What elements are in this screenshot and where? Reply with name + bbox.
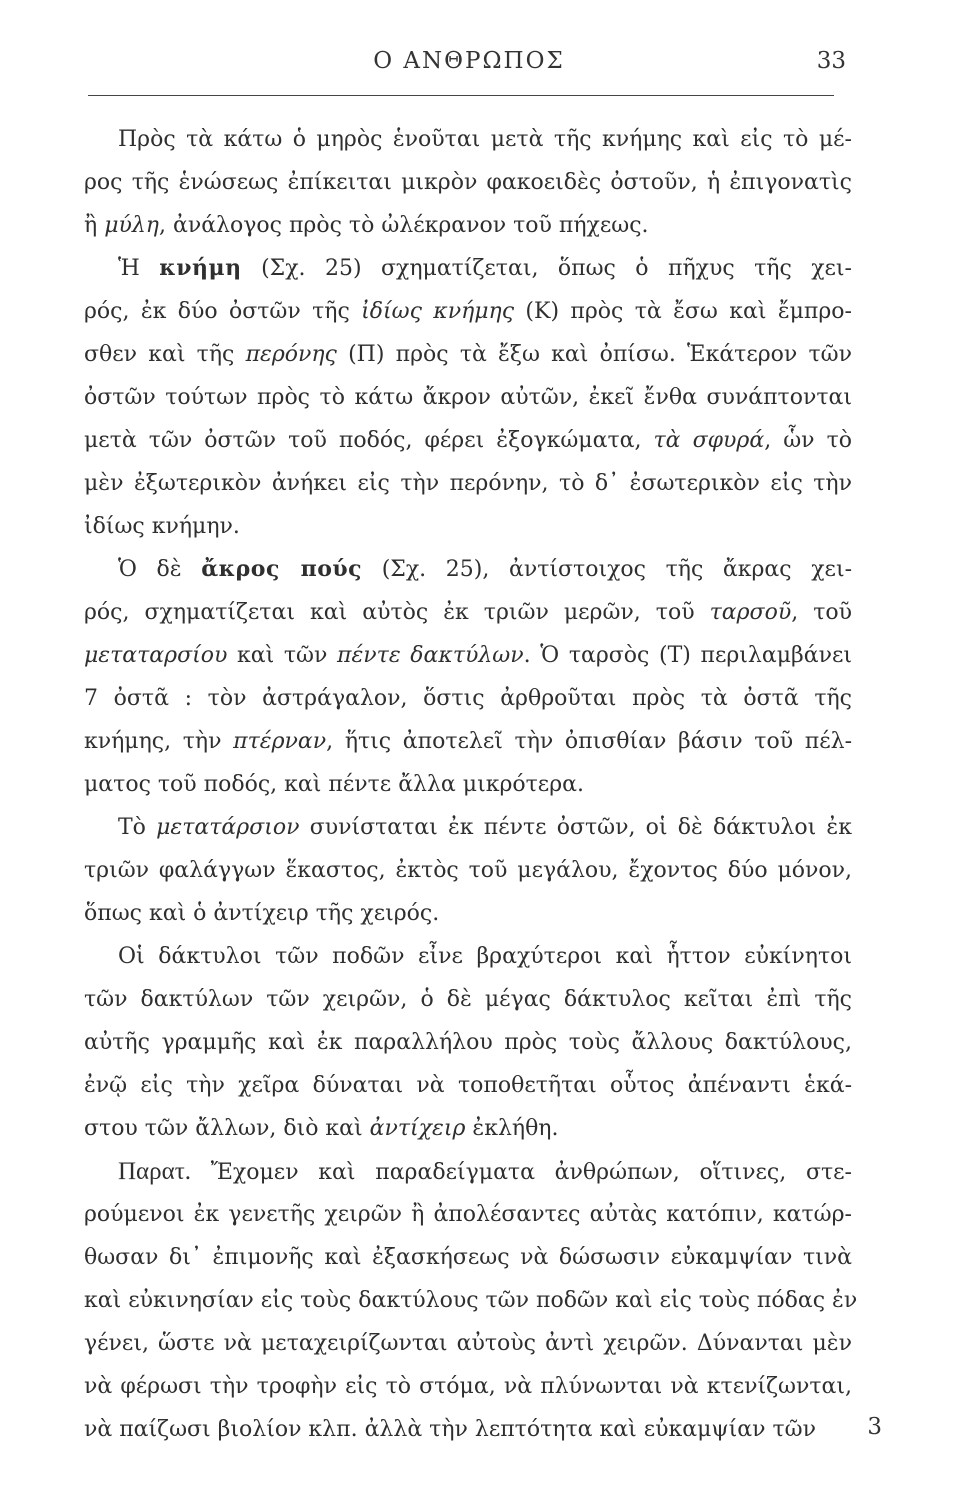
text-line — [84, 548, 852, 591]
running-title: Ο ΑΝΘΡΩΠΟΣ — [373, 48, 565, 74]
text-run: νὰ παίζωσι βιολίον κλπ. ἀλλὰ τὴν λεπτότητα καὶ εὐκαμψίαν τῶν — [84, 1417, 816, 1442]
body-text — [84, 118, 858, 1451]
text-run: ἐκλήθη. — [465, 1116, 559, 1141]
text-run: τριῶν φαλάγγων ἕκαστος, ἐκτὸς τοῦ μεγάλου, ἔχοντος δύο μόνον, — [84, 858, 852, 883]
text-run: (Π) πρὸς τὰ ἔξω καὶ ὀπίσω. Ἑκάτερον τῶν — [336, 342, 852, 367]
text-run: ὀστῶν τούτων πρὸς τὸ κάτω ἄκρον αὐτῶν, ἐκεῖ ἔνθα συνάπτονται — [84, 385, 852, 410]
text-line — [84, 161, 852, 204]
paragraph — [84, 1150, 858, 1451]
italic-term: ἰδίως κνήμης — [361, 299, 515, 324]
text-run: Τὸ — [118, 815, 157, 840]
text-run: μετὰ τῶν ὀστῶν τοῦ ποδός, φέρει ἐξογκώματα, — [84, 428, 654, 453]
text-run: καὶ τῶν — [227, 643, 338, 668]
text-line — [84, 849, 852, 892]
text-line — [84, 720, 852, 763]
text-run: νὰ φέρωσι τὴν τροφὴν εἰς τὸ στόμα, νὰ πλύνωνται νὰ κτενίζωνται, — [84, 1374, 852, 1399]
text-run: ἢ — [84, 213, 105, 238]
text-run: συνίσταται ἐκ πέντε ὀστῶν, οἱ δὲ δάκτυλοι ἐκ — [299, 815, 852, 840]
text-run: ματος τοῦ ποδός, καὶ πέντε ἄλλα μικρότερα. — [84, 772, 584, 797]
text-run: Ὁ δὲ — [118, 557, 202, 582]
text-run: καὶ εὐκινησίαν εἰς τοὺς δακτύλους τῶν ποδῶν καὶ εἰς τοὺς πόδας ἐν — [84, 1288, 858, 1313]
text-run: ρός, σχηματίζεται καὶ αὐτὸς ἐκ τριῶν μερῶν, τοῦ — [84, 600, 710, 625]
text-run: , ἥτις ἀποτελεῖ τὴν ὀπισθίαν βάσιν τοῦ πέλ- — [326, 729, 853, 754]
text-run: Πρὸς τὰ κάτω ὁ μηρὸς ἑνοῦται μετὰ τῆς κνήμης καὶ εἰς τὸ μέ- — [118, 127, 852, 152]
text-run: ρός, ἐκ δύο ὀστῶν τῆς — [84, 299, 362, 324]
text-line — [84, 634, 852, 677]
italic-term: μετατάρσιον — [156, 815, 300, 840]
text-line — [84, 1279, 858, 1322]
text-run: ἰδίως κνήμην. — [84, 514, 240, 539]
text-run: ρος τῆς ἑνώσεως ἐπίκειται μικρὸν φακοειδὲς ὀστοῦν, ἡ ἐπιγονατὶς — [84, 170, 852, 195]
text-run: (Κ) πρὸς τὰ ἔσω καὶ ἔμπρο- — [514, 299, 852, 324]
paragraph — [84, 118, 852, 247]
paragraph — [84, 548, 852, 806]
text-run: , ἀνάλογος πρὸς τὸ ὠλέκρανον τοῦ πήχεως. — [158, 213, 649, 238]
text-line — [84, 978, 852, 1021]
text-line — [84, 1064, 852, 1107]
text-line — [84, 806, 852, 849]
page-number: 33 — [816, 48, 846, 74]
text-run: Ἡ — [118, 256, 160, 281]
text-run: μὲν ἐξωτερικὸν ἀνήκει εἰς τὴν περόνην, τὸ δ᾽ ἐσωτερικὸν εἰς τὴν — [84, 471, 852, 496]
text-line — [84, 935, 852, 978]
text-run: , ὧν τὸ — [764, 428, 852, 453]
italic-term: ταρσοῦ — [709, 600, 792, 625]
text-line — [84, 376, 852, 419]
text-line — [84, 118, 852, 161]
text-run: ρούμενοι ἐκ γενετῆς χειρῶν ἢ ἀπολέσαντες αὐτὰς κατόπιν, κατώρ- — [84, 1202, 852, 1227]
text-run: θωσαν δι᾽ ἐπιμονῆς καὶ ἐξασκήσεως νὰ δώσωσιν εὐκαμψίαν τινὰ — [84, 1245, 852, 1270]
text-run: ὅπως καὶ ὁ ἀντίχειρ τῆς χειρός. — [84, 901, 440, 926]
text-run: 7 ὀστᾶ : τὸν ἀστράγαλον, ὅστις ἀρθροῦται πρὸς τὰ ὀστᾶ τῆς — [84, 686, 852, 711]
text-line — [84, 247, 852, 290]
italic-term: πτέρναν — [233, 729, 327, 754]
text-run: ἐνῷ εἰς τὴν χεῖρα δύναται νὰ τοποθετῆται οὗτος ἀπέναντι ἑκά- — [84, 1073, 852, 1098]
text-run: τῶν δακτύλων τῶν χειρῶν, ὁ δὲ μέγας δάκτυλος κεῖται ἐπὶ τῆς — [84, 987, 852, 1012]
text-run: Παρατ. — [118, 1158, 192, 1185]
text-run: , τοῦ — [791, 600, 853, 625]
text-run: Ἔχομεν καὶ παραδείγματα ἀνθρώπων, οἵτινες, στε- — [191, 1160, 852, 1185]
text-line — [84, 1107, 852, 1150]
text-line — [84, 1408, 852, 1451]
paragraph — [84, 806, 852, 935]
text-line — [84, 290, 852, 333]
italic-term: πέντε δακτύλων — [337, 643, 524, 668]
paragraph — [84, 247, 852, 548]
text-line — [84, 763, 852, 806]
text-run: στου τῶν ἄλλων, διὸ καὶ — [84, 1116, 370, 1141]
italic-term: τὰ σφυρά — [653, 428, 765, 453]
text-line — [84, 204, 852, 247]
text-line — [84, 462, 852, 505]
text-run: Οἱ δάκτυλοι τῶν ποδῶν εἶνε βραχύτεροι καὶ ἧττον εὐκίνητοι — [118, 944, 852, 969]
italic-term: μύλη — [104, 213, 159, 238]
text-line — [84, 419, 852, 462]
bold-term: κνήμη — [159, 255, 242, 281]
signature-mark: 3 — [867, 1414, 882, 1440]
italic-term: περόνης — [245, 342, 337, 367]
text-line — [84, 1021, 852, 1064]
text-line — [84, 892, 852, 935]
italic-term: ἀντίχειρ — [369, 1116, 466, 1141]
text-line — [84, 505, 852, 548]
text-run: αὐτῆς γραμμῆς καὶ ἐκ παραλλήλου πρὸς τοὺς ἄλλους δακτύλους, — [84, 1030, 852, 1055]
text-run: . Ὁ ταρσὸς (Τ) περιλαμβάνει — [523, 643, 852, 668]
text-run: (Σχ. 25), ἀντίστοιχος τῆς ἄκρας χει- — [362, 557, 853, 582]
text-line — [84, 591, 852, 634]
text-line — [84, 1365, 852, 1408]
italic-term: μεταταρσίου — [84, 643, 228, 668]
text-line — [84, 1193, 852, 1236]
header-rule — [88, 95, 834, 96]
bold-term: ἄκρος πούς — [201, 556, 363, 582]
text-run: (Σχ. 25) σχηματίζεται, ὅπως ὁ πῆχυς τῆς χει- — [241, 256, 852, 281]
text-line — [84, 1150, 852, 1193]
text-line — [84, 1236, 852, 1279]
text-run: γένει, ὥστε νὰ μεταχειρίζωνται αὐτοὺς ἀντὶ χειρῶν. Δύνανται μὲν — [84, 1331, 852, 1356]
text-run: σθεν καὶ τῆς — [84, 342, 246, 367]
text-line — [84, 1322, 852, 1365]
text-line — [84, 333, 852, 376]
page-header — [88, 42, 850, 82]
paragraph — [84, 935, 852, 1150]
text-run: κνήμης, τὴν — [84, 729, 234, 754]
text-line — [84, 677, 852, 720]
